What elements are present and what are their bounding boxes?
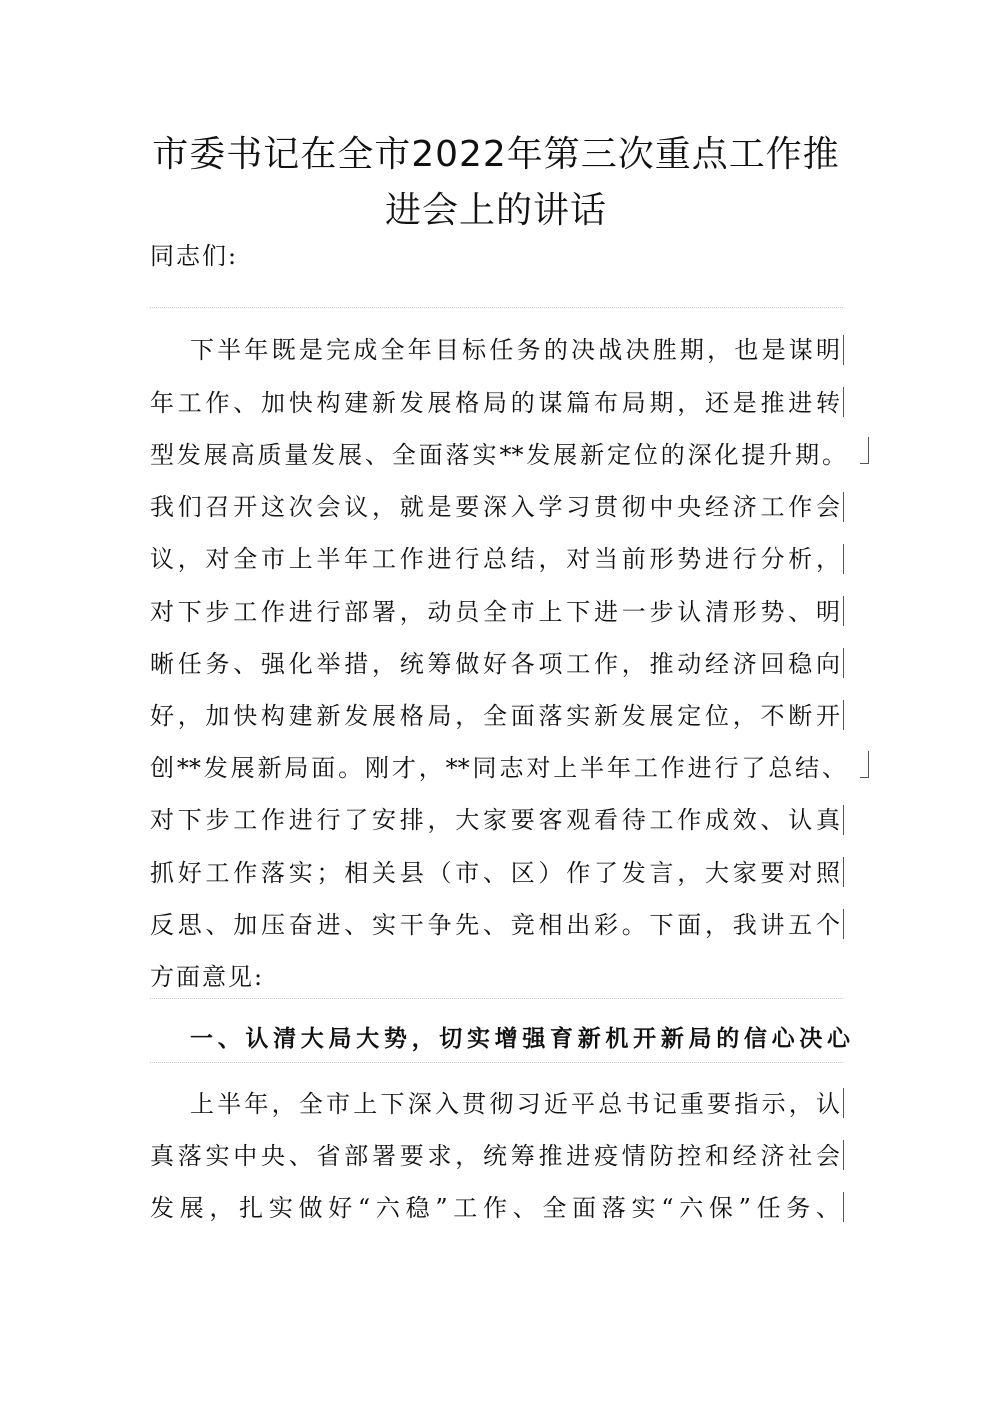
line-break-mark (843, 387, 844, 417)
paragraph-1-line-6: 对下步工作进行部署，动员全市上下进一步认清形势、明 (150, 598, 840, 626)
line-break-mark (843, 596, 844, 626)
line-break-mark (843, 1088, 844, 1118)
line-break-mark (843, 909, 844, 939)
line-break-mark (843, 857, 844, 887)
line-break-mark (843, 544, 844, 574)
paragraph-1-line-7: 晰任务、强化举措，统筹做好各项工作，推动经济回稳向 (150, 650, 840, 678)
line-break-mark (843, 335, 844, 365)
paragraph-1-line-8: 好，加快构建新发展格局，全面落实新发展定位，不断开 (150, 702, 840, 730)
line-break-mark (860, 751, 869, 778)
paragraph-1-line-11: 抓好工作落实；相关县（市、区）作了发言，大家要对照 (150, 859, 840, 887)
paragraph-1-line-5: 议，对全市上半年工作进行总结，对当前形势进行分析， (150, 545, 840, 573)
paragraph-1-line-2: 年工作、加快构建新发展格局的谋篇布局期，还是推进转 (150, 389, 840, 417)
line-break-mark (843, 805, 844, 835)
document-title-line-2: 进会上的讲话 (384, 190, 607, 231)
paragraph-divider (150, 307, 843, 308)
line-break-mark (843, 1192, 844, 1222)
line-break-mark (860, 437, 869, 464)
paragraph-divider (150, 998, 843, 999)
line-break-mark (843, 1140, 844, 1170)
line-break-mark (843, 492, 844, 522)
paragraph-1-line-9: 创**发展新局面。刚才，**同志对上半年工作进行了总结、 (150, 754, 846, 782)
paragraph-1-line-13: 方面意见: (150, 963, 265, 991)
paragraph-1-line-4: 我们召开这次会议，就是要深入学习贯彻中央经济工作会 (150, 493, 840, 521)
paragraph-1-line-3: 型发展高质量发展、全面落实**发展新定位的深化提升期。 (150, 441, 846, 469)
paragraph-1-line-12: 反思、加压奋进、实干争先、竞相出彩。下面，我讲五个 (150, 911, 840, 939)
paragraph-2-line-3: 发展，扎实做好“六稳”工作、全面落实“六保”任务、 (150, 1194, 840, 1222)
document-title-line-1: 市委书记在全市2022年第三次重点工作推 (152, 134, 840, 175)
paragraph-divider (150, 1062, 843, 1063)
paragraph-1-line-1: 下半年既是完成全年目标任务的决战决胜期，也是谋明 (190, 336, 840, 364)
line-break-mark (843, 648, 844, 678)
salutation: 同志们: (150, 242, 239, 270)
line-break-mark (843, 700, 844, 730)
paragraph-2-line-1: 上半年，全市上下深入贯彻习近平总书记重要指示，认 (190, 1090, 840, 1118)
paragraph-1-line-10: 对下步工作进行了安排，大家要客观看待工作成效、认真 (150, 806, 840, 834)
section-heading-1: 一、认清大局大势，切实增强育新机开新局的信心决心 (190, 1026, 850, 1052)
paragraph-2-line-2: 真落实中央、省部署要求，统筹推进疫情防控和经济社会 (150, 1142, 840, 1170)
